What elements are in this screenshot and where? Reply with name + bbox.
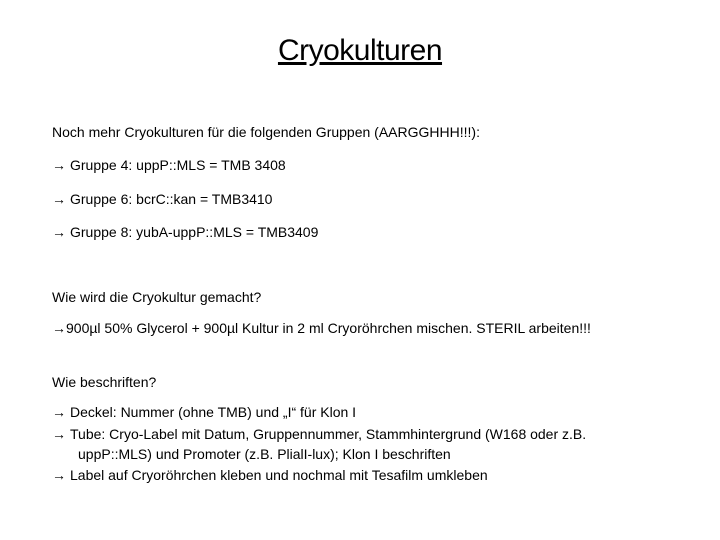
arrow-right-icon: → xyxy=(52,426,66,442)
group-6-text: Gruppe 6: bcrC::kan = TMB3410 xyxy=(70,191,273,207)
tube-text-line1: Tube: Cryo-Label mit Datum, Gruppennummer, Stammhintergrund (W168 oder z.B. xyxy=(70,426,587,442)
list-item xyxy=(52,424,586,444)
group-4-text: Gruppe 4: uppP::MLS = TMB 3408 xyxy=(70,157,286,173)
deckel-text: Deckel: Nummer (ohne TMB) und „I“ für Klon I xyxy=(70,404,357,420)
arrow-right-icon: → xyxy=(52,320,66,336)
list-item xyxy=(52,318,591,338)
arrow-right-icon: → xyxy=(52,467,66,483)
arrow-right-icon: → xyxy=(52,224,66,240)
list-item xyxy=(52,465,488,485)
list-item xyxy=(52,189,272,209)
page-title: Cryokulturen xyxy=(277,34,443,67)
question-beschriften: Wie beschriften? xyxy=(52,374,157,390)
answer-cryokultur: 900µl 50% Glycerol + 900µl Kultur in 2 ml Cryoröhrchen mischen. STERIL arbeiten!!! xyxy=(66,320,591,336)
question-cryokultur: Wie wird die Cryokultur gemacht? xyxy=(52,289,262,305)
intro-text: Noch mehr Cryokulturen für die folgenden Gruppen (AARGGHHH!!!): xyxy=(52,124,480,140)
list-item xyxy=(52,222,318,242)
tube-text-line2: uppP::MLS) und Promoter (z.B. PlialI-lux); Klon I beschriften xyxy=(78,446,451,462)
list-item xyxy=(52,155,286,175)
list-item xyxy=(52,402,356,422)
arrow-right-icon: → xyxy=(52,191,66,207)
label-text: Label auf Cryoröhrchen kleben und nochmal mit Tesafilm umkleben xyxy=(70,467,488,483)
arrow-right-icon: → xyxy=(52,157,66,173)
arrow-right-icon: → xyxy=(52,404,66,420)
group-8-text: Gruppe 8: yubA-uppP::MLS = TMB3409 xyxy=(70,224,319,240)
